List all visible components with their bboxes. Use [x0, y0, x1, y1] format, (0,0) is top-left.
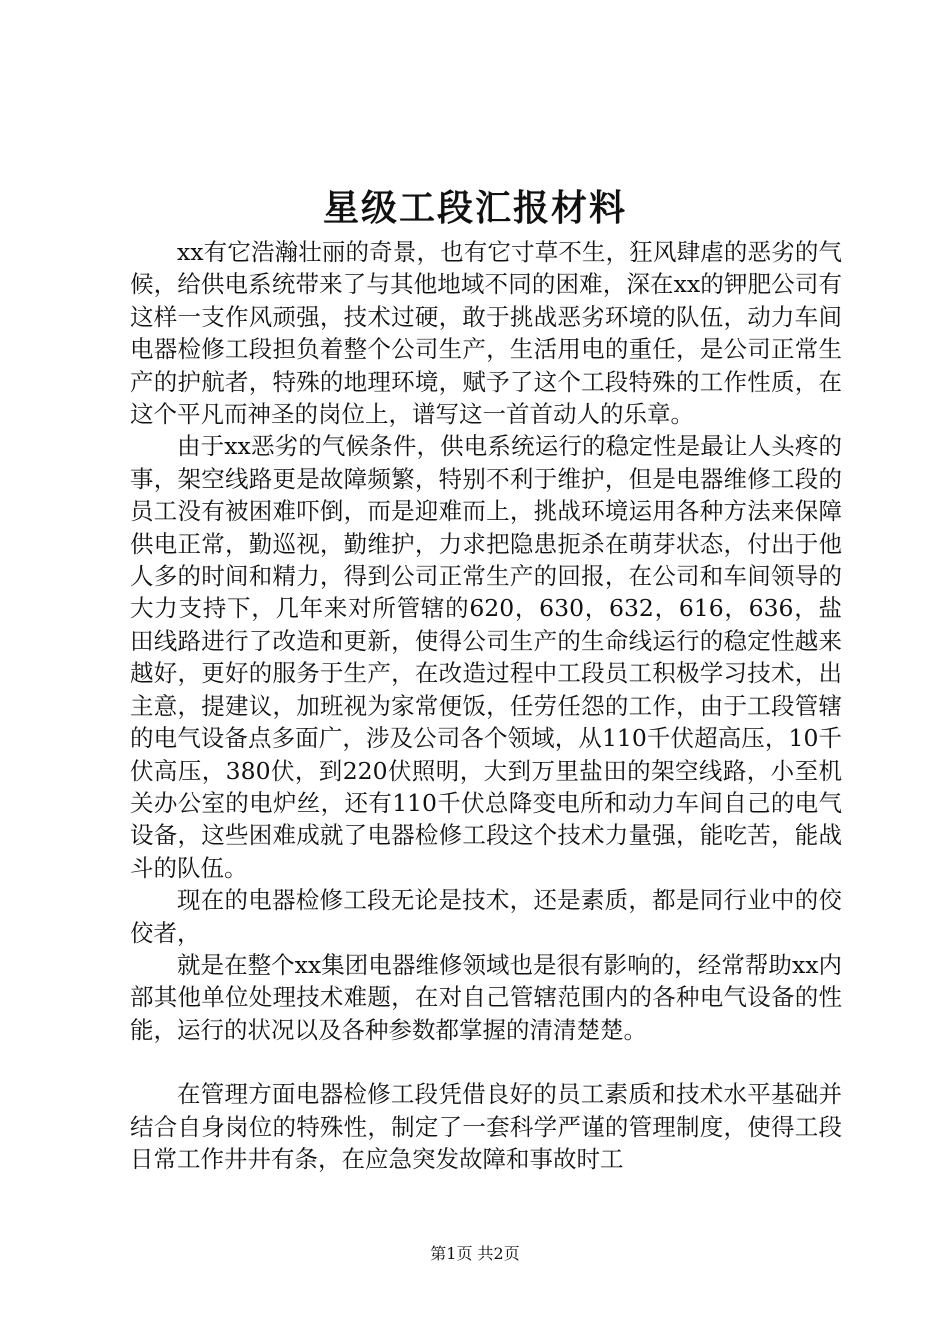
page-number-footer: 第1页 共2页 [430, 1244, 520, 1263]
paragraph-5: 在管理方面电器检修工段凭借良好的员工素质和技术水平基础并结合自身岗位的特殊性，制定了一套科学严谨的管理制度，使得工段日常工作井井有条，在应急突发故障和事故时工 [130, 1080, 842, 1173]
paragraph-4: 就是在整个xx集团电器维修领域也是很有影响的，经常帮助xx内部其他单位处理技术难题，在对自己管辖范围内的各种电气设备的性能，运行的状况以及各种参数都掌握的清清楚楚。 [130, 950, 842, 1044]
paragraph-1: xx有它浩瀚壮丽的奇景，也有它寸草不生，狂风肆虐的恶劣的气候，给供电系统带来了与其他地域不同的困难，深在xx的钾肥公司有这样一支作风顽强，技术过硬，敢于挑战恶劣环境的队伍，动力车间电器检修工段担负着整个公司生产，生活用电的重任，是公司正常生产的护航者，特殊的地理环境，赋予了这个工段特殊的工作性质，在这个平凡而神圣的岗位上，谱写这一首首动人的乐章。 [130, 238, 842, 429]
paragraph-2: 由于xx恶劣的气候条件，供电系统运行的稳定性是最让人头疼的事，架空线路更是故障频繁，特别不利于维护，但是电器维修工段的员工没有被困难吓倒，而是迎难而上，挑战环境运用各种方法来保障供电正常，勤巡视，勤维护，力求把隐患扼杀在萌芽状态，付出于他人多的时间和精力，得到公司正常生产的回报，在公司和车间领导的大力支持下，几年来对所管辖的620，630，632，616，636，盐田线路进行了改造和更新，使得公司生产的生命线运行的稳定性越来越好，更好的服务于生产，在改造过程中工段员工积极学习技术，出主意，提建议，加班视为家常便饭，任劳任怨的工作，由于工段管辖的电气设备点多面广，涉及公司各个领域，从110千伏超高压，10千伏高压，380伏，到220伏照明，大到万里盐田的架空线路，小至机关办公室的电炉丝，还有110千伏总降变电所和动力车间自己的电气设备，这些困难成就了电器检修工段这个技术力量强，能吃苦，能战斗的队伍。 [130, 432, 842, 882]
document-body [130, 236, 842, 1175]
paragraph-3: 现在的电器检修工段无论是技术，还是素质，都是同行业中的佼佼者， [130, 886, 842, 947]
document-title: 星级工段汇报材料 [322, 187, 627, 229]
